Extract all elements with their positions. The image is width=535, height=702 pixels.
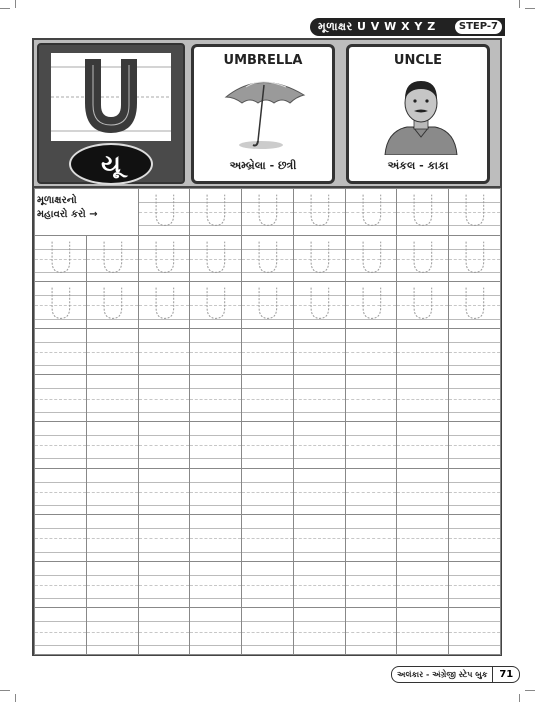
trace-u-glyph bbox=[242, 189, 294, 236]
writing-cell[interactable] bbox=[34, 514, 87, 562]
writing-cell[interactable] bbox=[86, 281, 139, 329]
writing-cell[interactable] bbox=[396, 188, 449, 236]
writing-cell[interactable] bbox=[138, 421, 191, 469]
picture-card-umbrella bbox=[191, 44, 335, 184]
page-number: 71 bbox=[492, 666, 520, 683]
writing-cell[interactable] bbox=[138, 607, 191, 655]
writing-cell[interactable] bbox=[34, 421, 87, 469]
writing-cell[interactable] bbox=[396, 374, 449, 422]
writing-cell[interactable] bbox=[293, 468, 346, 516]
writing-cell[interactable] bbox=[293, 235, 346, 283]
writing-cell[interactable] bbox=[189, 328, 242, 376]
crop-mark bbox=[525, 8, 535, 9]
writing-cell[interactable] bbox=[345, 607, 398, 655]
writing-cell[interactable] bbox=[241, 607, 294, 655]
trace-u-glyph bbox=[139, 236, 191, 283]
writing-cell[interactable] bbox=[396, 281, 449, 329]
writing-cell[interactable] bbox=[396, 421, 449, 469]
writing-cell[interactable] bbox=[293, 188, 346, 236]
writing-cell[interactable] bbox=[396, 468, 449, 516]
trace-u-glyph bbox=[139, 282, 191, 329]
crop-mark bbox=[0, 8, 10, 9]
crop-mark bbox=[15, 0, 16, 8]
writing-cell[interactable] bbox=[34, 374, 87, 422]
writing-cell[interactable] bbox=[448, 374, 501, 422]
trace-u-glyph bbox=[190, 236, 242, 283]
writing-cell[interactable] bbox=[448, 235, 501, 283]
trace-u-glyph bbox=[35, 282, 87, 329]
letter-panel bbox=[37, 43, 185, 184]
trace-u-glyph bbox=[397, 236, 449, 283]
writing-cell[interactable] bbox=[189, 235, 242, 283]
writing-cell[interactable] bbox=[189, 607, 242, 655]
writing-cell[interactable] bbox=[448, 514, 501, 562]
writing-cell[interactable] bbox=[34, 235, 87, 283]
writing-cell[interactable] bbox=[241, 235, 294, 283]
trace-u-glyph bbox=[294, 282, 346, 329]
writing-cell[interactable] bbox=[189, 561, 242, 609]
trace-u-glyph bbox=[87, 236, 139, 283]
card-word: UNCLE bbox=[393, 53, 443, 68]
page-footer bbox=[391, 666, 514, 683]
writing-cell[interactable] bbox=[293, 281, 346, 329]
writing-cell[interactable] bbox=[448, 468, 501, 516]
writing-cell[interactable] bbox=[345, 281, 398, 329]
writing-cell[interactable] bbox=[86, 421, 139, 469]
writing-cell[interactable] bbox=[138, 188, 191, 236]
writing-cell[interactable] bbox=[86, 328, 139, 376]
writing-cell[interactable] bbox=[345, 468, 398, 516]
writing-cell[interactable] bbox=[34, 561, 87, 609]
writing-cell[interactable] bbox=[189, 188, 242, 236]
card-translation: અમ્બ્રેલા - છત્રી bbox=[229, 159, 297, 172]
writing-cell[interactable] bbox=[345, 235, 398, 283]
header-title: મૂળાક્ષર U V W X Y Z bbox=[318, 20, 436, 33]
letter-guide-box bbox=[51, 53, 171, 141]
writing-cell[interactable] bbox=[293, 328, 346, 376]
writing-cell[interactable] bbox=[86, 374, 139, 422]
publisher-label: અલંકાર - અંગ્રેજી સ્ટેપ બુક bbox=[391, 666, 493, 683]
writing-cell[interactable] bbox=[293, 421, 346, 469]
writing-cell[interactable] bbox=[396, 235, 449, 283]
writing-cell[interactable] bbox=[86, 235, 139, 283]
card-translation: અંકલ - કાકા bbox=[387, 159, 449, 172]
writing-cell[interactable] bbox=[396, 328, 449, 376]
writing-cell[interactable] bbox=[34, 328, 87, 376]
practice-grid bbox=[34, 188, 500, 654]
trace-u-glyph bbox=[190, 282, 242, 329]
writing-cell[interactable] bbox=[189, 374, 242, 422]
trace-u-glyph bbox=[449, 282, 501, 329]
trace-u-glyph bbox=[294, 189, 346, 236]
writing-cell[interactable] bbox=[448, 188, 501, 236]
writing-cell[interactable] bbox=[345, 561, 398, 609]
writing-cell[interactable] bbox=[86, 468, 139, 516]
trace-u-glyph bbox=[139, 189, 191, 236]
writing-cell[interactable] bbox=[448, 281, 501, 329]
step-badge: STEP-7 bbox=[455, 20, 502, 34]
writing-cell[interactable] bbox=[86, 607, 139, 655]
practice-instruction bbox=[37, 194, 98, 222]
writing-cell[interactable] bbox=[448, 561, 501, 609]
writing-cell[interactable] bbox=[86, 514, 139, 562]
picture-card-uncle bbox=[346, 44, 490, 184]
trace-u-glyph bbox=[449, 236, 501, 283]
writing-cell[interactable] bbox=[293, 561, 346, 609]
writing-cell[interactable] bbox=[345, 328, 398, 376]
trace-u-glyph bbox=[242, 282, 294, 329]
writing-cell[interactable] bbox=[34, 468, 87, 516]
writing-cell[interactable] bbox=[396, 607, 449, 655]
writing-cell[interactable] bbox=[138, 374, 191, 422]
trace-u-glyph bbox=[346, 236, 398, 283]
trace-u-glyph bbox=[87, 282, 139, 329]
trace-u-glyph bbox=[397, 282, 449, 329]
writing-cell[interactable] bbox=[293, 607, 346, 655]
writing-cell[interactable] bbox=[448, 328, 501, 376]
writing-cell[interactable] bbox=[241, 281, 294, 329]
crop-mark bbox=[0, 690, 10, 691]
trace-u-glyph bbox=[294, 236, 346, 283]
writing-cell[interactable] bbox=[138, 235, 191, 283]
letter-u-illustration bbox=[51, 53, 171, 141]
writing-cell[interactable] bbox=[448, 607, 501, 655]
writing-cell[interactable] bbox=[34, 281, 87, 329]
gujarati-letter-oval: યૂ bbox=[69, 143, 153, 185]
writing-cell[interactable] bbox=[138, 468, 191, 516]
writing-cell[interactable] bbox=[189, 421, 242, 469]
card-word: UMBRELLA bbox=[223, 53, 303, 68]
crop-mark bbox=[519, 694, 520, 702]
page-header bbox=[310, 18, 505, 36]
trace-u-glyph bbox=[346, 282, 398, 329]
trace-u-glyph bbox=[242, 236, 294, 283]
trace-u-glyph bbox=[346, 189, 398, 236]
writing-cell[interactable] bbox=[345, 421, 398, 469]
writing-cell[interactable] bbox=[241, 561, 294, 609]
writing-cell[interactable] bbox=[241, 421, 294, 469]
trace-u-glyph bbox=[397, 189, 449, 236]
writing-cell[interactable] bbox=[396, 561, 449, 609]
writing-cell[interactable] bbox=[189, 514, 242, 562]
writing-cell[interactable] bbox=[241, 374, 294, 422]
writing-cell[interactable] bbox=[138, 281, 191, 329]
writing-cell[interactable] bbox=[345, 514, 398, 562]
writing-cell[interactable] bbox=[189, 281, 242, 329]
writing-cell[interactable] bbox=[293, 374, 346, 422]
writing-cell[interactable] bbox=[138, 514, 191, 562]
writing-cell[interactable] bbox=[293, 514, 346, 562]
writing-cell[interactable] bbox=[189, 468, 242, 516]
crop-mark bbox=[15, 694, 16, 702]
writing-cell[interactable] bbox=[138, 328, 191, 376]
writing-cell[interactable] bbox=[138, 561, 191, 609]
writing-cell[interactable] bbox=[241, 468, 294, 516]
writing-cell[interactable] bbox=[86, 561, 139, 609]
trace-u-glyph bbox=[190, 189, 242, 236]
umbrella-icon bbox=[216, 73, 316, 153]
uncle-portrait-icon bbox=[371, 73, 471, 155]
instruction-line: મૂળાક્ષરનો bbox=[37, 195, 77, 206]
writing-cell[interactable] bbox=[396, 514, 449, 562]
writing-cell[interactable] bbox=[345, 374, 398, 422]
trace-u-glyph bbox=[35, 236, 87, 283]
writing-cell[interactable] bbox=[448, 421, 501, 469]
writing-cell[interactable] bbox=[345, 188, 398, 236]
writing-cell[interactable] bbox=[34, 607, 87, 655]
crop-mark bbox=[519, 0, 520, 8]
trace-u-glyph bbox=[449, 189, 501, 236]
writing-cell[interactable] bbox=[241, 514, 294, 562]
instruction-line: મહાવરો કરો → bbox=[37, 209, 98, 220]
crop-mark bbox=[525, 690, 535, 691]
writing-cell[interactable] bbox=[241, 188, 294, 236]
writing-cell[interactable] bbox=[241, 328, 294, 376]
